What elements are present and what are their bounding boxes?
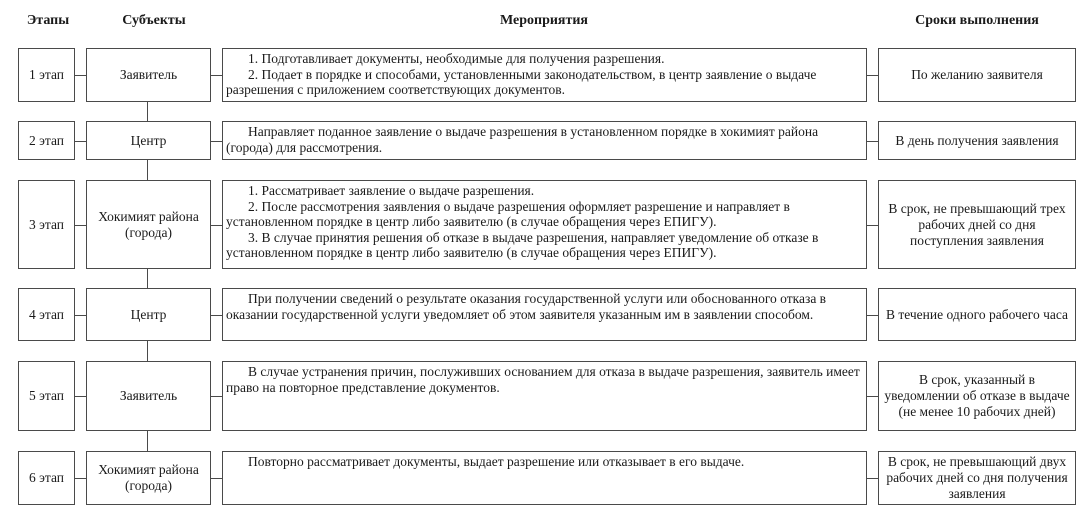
connector-line xyxy=(211,75,222,76)
activities-box xyxy=(222,48,867,102)
connector-line xyxy=(867,478,878,479)
subject-box xyxy=(86,180,211,269)
activity-item: Повторно рассматривает документы, выдает разрешение или отказывает в его выдаче. xyxy=(248,454,745,469)
connector-line xyxy=(211,141,222,142)
deadline-label: В течение одного рабочего часа xyxy=(885,306,1069,322)
vertical-connector xyxy=(147,102,148,121)
stage-label: 6 этап xyxy=(28,470,65,485)
activities-box xyxy=(222,451,867,505)
subject-label: Хокимият района (города) xyxy=(98,462,199,493)
subject-label: Хокимият района (города) xyxy=(98,208,199,240)
deadline-box xyxy=(878,361,1076,431)
connector-line xyxy=(75,141,86,142)
stage-box xyxy=(18,121,75,160)
connector-line xyxy=(211,315,222,316)
deadline-box xyxy=(878,451,1076,505)
activities-box xyxy=(222,121,867,160)
stage-box xyxy=(18,451,75,505)
stage-box xyxy=(18,48,75,102)
header-stages: Этапы xyxy=(26,13,70,28)
connector-line xyxy=(867,315,878,316)
stage-label: 4 этап xyxy=(28,306,65,322)
activity-item: 3. В случае принятия решения об отказе в выдаче разрешения, направляет уведомление об отказе в установленном порядке в центр либо заявителю (в случае обращения через ЕПИГУ). xyxy=(226,229,819,260)
stage-label: 1 этап xyxy=(28,67,65,82)
subject-box xyxy=(86,48,211,102)
activity-item: 1. Подготавливает документы, необходимые для получения разрешения. xyxy=(248,51,665,66)
connector-line xyxy=(211,225,222,226)
activity-item: Направляет поданное заявление о выдаче разрешения в установленном порядке в хокимият района (города) для рассмотрения. xyxy=(226,124,819,155)
activity-item: 2. Подает в порядке и способами, установленными законодательством, в центр заявление о выдаче разрешения с приложением соответствующих документов. xyxy=(226,66,817,97)
stage-label: 3 этап xyxy=(28,216,65,232)
connector-line xyxy=(867,75,878,76)
deadline-label: В срок, не превышающий двух рабочих дней со дня получения заявления xyxy=(886,454,1068,501)
subject-label: Заявитель xyxy=(119,388,178,403)
deadline-label: В день получения заявления xyxy=(895,132,1059,148)
connector-line xyxy=(75,478,86,479)
connector-line xyxy=(211,396,222,397)
deadline-label: По желанию заявителя xyxy=(911,67,1043,82)
stage-label: 5 этап xyxy=(28,388,65,403)
activities-box xyxy=(222,288,867,341)
subject-box xyxy=(86,121,211,160)
vertical-connector xyxy=(147,341,148,361)
subject-label: Заявитель xyxy=(119,67,178,82)
deadline-box xyxy=(878,48,1076,102)
connector-line xyxy=(75,75,86,76)
stage-box xyxy=(18,180,75,269)
subject-label: Центр xyxy=(130,132,167,148)
activity-item: В случае устранения причин, послуживших основанием для отказа в выдаче разрешения, заявитель имеет право на повторное представление документов. xyxy=(226,364,860,395)
deadline-box xyxy=(878,288,1076,341)
stage-box xyxy=(18,288,75,341)
subject-label: Центр xyxy=(130,306,167,322)
activity-item: 1. Рассматривает заявление о выдаче разрешения. xyxy=(248,183,535,198)
header-subjects: Субъекты xyxy=(122,13,186,28)
subject-box xyxy=(86,288,211,341)
subject-box xyxy=(86,361,211,431)
vertical-connector xyxy=(147,269,148,288)
activities-box xyxy=(222,361,867,431)
activities-box xyxy=(222,180,867,269)
vertical-connector xyxy=(147,160,148,180)
connector-line xyxy=(867,141,878,142)
activity-item: При получении сведений о результате оказания государственной услуги или обоснованного отказа в оказании государственной услуги уведомляет об этом заявителя указанным им в заявлении способом. xyxy=(226,291,827,322)
subject-box xyxy=(86,451,211,505)
stage-label: 2 этап xyxy=(28,132,65,148)
activity-item: 2. После рассмотрения заявления о выдаче разрешения оформляет разрешение и направляет в установленном порядке в центр либо заявителю (в случае обращения через ЕПИГУ). xyxy=(226,198,790,229)
connector-line xyxy=(75,396,86,397)
connector-line xyxy=(75,225,86,226)
header-deadlines: Сроки выполнения xyxy=(915,13,1039,28)
vertical-connector xyxy=(147,431,148,451)
stage-box xyxy=(18,361,75,431)
deadline-label: В срок, указанный в уведомлении об отказе в выдаче (не менее 10 рабочих дней) xyxy=(884,372,1070,419)
deadline-label: В срок, не превышающий трех рабочих дней со дня поступления заявления xyxy=(888,200,1066,248)
connector-line xyxy=(211,478,222,479)
deadline-box xyxy=(878,180,1076,269)
connector-line xyxy=(75,315,86,316)
connector-line xyxy=(867,396,878,397)
header-activities: Мероприятия xyxy=(499,13,589,28)
connector-line xyxy=(867,225,878,226)
deadline-box xyxy=(878,121,1076,160)
